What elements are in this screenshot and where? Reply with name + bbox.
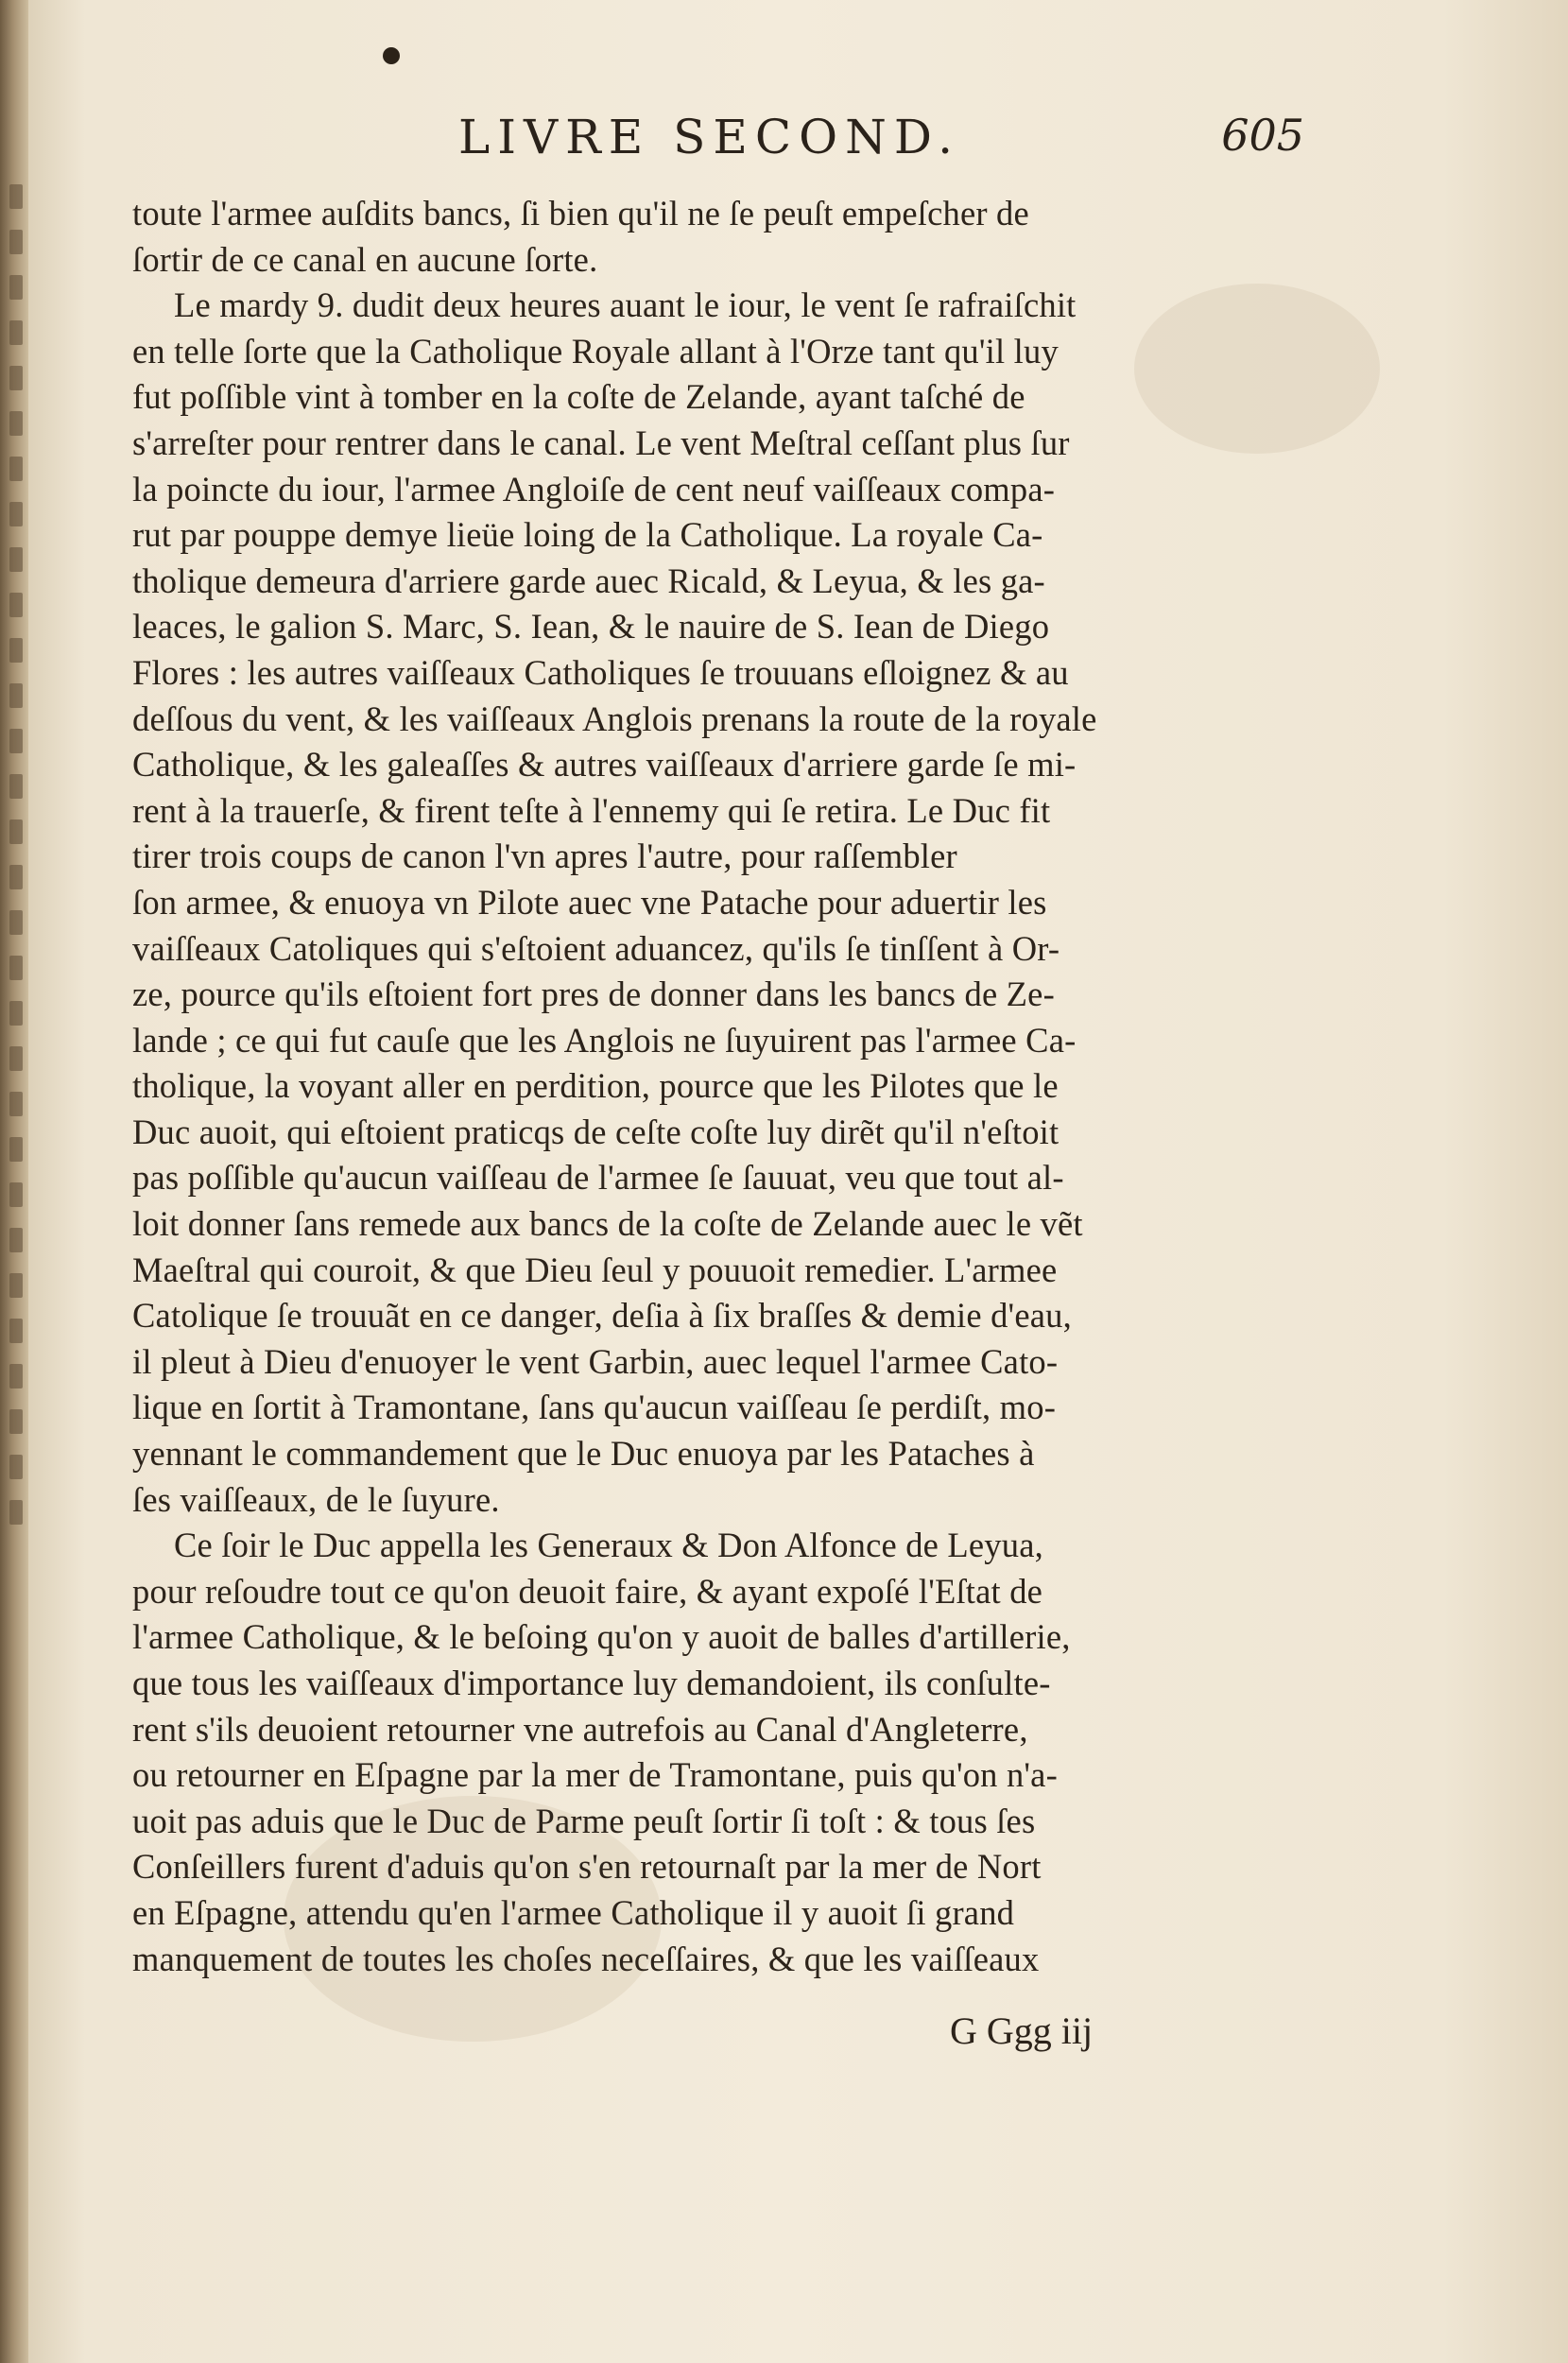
text-line: rent à la trauerſe, & firent teſte à l'ennemy qui ſe retira. Le Duc fit: [132, 790, 1051, 830]
text-line: Le mardy 9. dudit deux heures auant le iour, le vent ſe rafraiſchit: [174, 285, 1077, 325]
text-line: en telle ſorte que la Catholique Royale allant à l'Orze tant qu'il luy: [132, 331, 1059, 371]
text-line: vaiſſeaux Catoliques qui s'eſtoient aduancez, qu'ils ſe tinſſent à Or-: [132, 928, 1060, 968]
text-line: deſſous du vent, & les vaiſſeaux Anglois prenans la route de la royale: [132, 699, 1097, 738]
text-line: manquement de toutes les choſes neceſſaires, & que les vaiſſeaux: [132, 1939, 1040, 1978]
text-line: leaces, le galion S. Marc, S. Iean, & le nauire de S. Iean de Diego: [132, 607, 1050, 647]
text-line: ou retourner en Eſpagne par la mer de Tramontane, puis qu'on n'a-: [132, 1755, 1058, 1795]
text-line: ze, pource qu'ils eſtoient fort pres de donner dans les bancs de Ze-: [132, 975, 1055, 1014]
printer-ornament: [383, 47, 400, 64]
text-line: lande ; ce qui fut cauſe que les Anglois ne ſuyuirent pas l'armee Ca-: [132, 1020, 1077, 1060]
text-line: il pleut à Dieu d'enuoyer le vent Garbin, auec lequel l'armee Cato-: [132, 1341, 1059, 1381]
text-line: ſortir de ce canal en aucune ſorte.: [132, 239, 598, 279]
text-line: Conſeillers furent d'aduis qu'on s'en retournaſt par la mer de Nort: [132, 1847, 1042, 1887]
body-text: [132, 191, 1304, 1982]
text-line: Catholique, & les galeaſſes & autres vaiſſeaux d'arriere garde ſe mi-: [132, 745, 1077, 785]
text-line: Flores : les autres vaiſſeaux Catholiques ſe trouuans eſloignez & au: [132, 652, 1069, 692]
text-line: ſon armee, & enuoya vn Pilote auec vne Patache pour aduertir les: [132, 882, 1047, 922]
text-line: Duc auoit, qui eſtoient praticqs de ceſte coſte luy dirẽt qu'il n'eſtoit: [132, 1112, 1060, 1151]
text-line: Catolique ſe trouuãt en ce danger, deſia à ſix braſſes & demie d'eau,: [132, 1296, 1072, 1336]
text-line: uoit pas aduis que le Duc de Parme peuſt ſortir ſi toſt : & tous ſes: [132, 1801, 1036, 1840]
text-line: tholique, la voyant aller en perdition, pource que les Pilotes que le: [132, 1066, 1059, 1106]
text-line: yennant le commandement que le Duc enuoya par les Pataches à: [132, 1434, 1035, 1474]
text-line: rut par pouppe demye lieüe loing de la Catholique. La royale Ca-: [132, 515, 1043, 555]
text-line: rent s'ils deuoient retourner vne autrefois au Canal d'Angleterre,: [132, 1709, 1028, 1749]
text-line: s'arreſter pour rentrer dans le canal. Le vent Meſtral ceſſant plus ſur: [132, 423, 1070, 462]
text-line: la poincte du iour, l'armee Angloiſe de cent neuf vaiſſeaux compa-: [132, 469, 1056, 509]
text-line: toute l'armee auſdits bancs, ſi bien qu'il ne ſe peuſt empeſcher de: [132, 194, 1029, 233]
text-line: pour reſoudre tout ce qu'on deuoit faire, & ayant expoſé l'Eſtat de: [132, 1571, 1043, 1611]
signature-mark: G Ggg iij: [950, 2009, 1094, 2052]
text-line: Maeſtral qui couroit, & que Dieu ſeul y pouuoit remedier. L'armee: [132, 1250, 1058, 1289]
text-line: tholique demeura d'arriere garde auec Ricald, & Leyua, & les ga-: [132, 561, 1045, 600]
text-line: tirer trois coups de canon l'vn apres l'autre, pour raſſembler: [132, 837, 957, 876]
text-line: Ce ſoir le Duc appella les Generaux & Don Alfonce de Leyua,: [174, 1526, 1043, 1565]
text-line: en Eſpagne, attendu qu'en l'armee Catholique il y auoit ſi grand: [132, 1892, 1015, 1932]
page-number: 605: [1221, 110, 1304, 161]
text-line: pas poſſible qu'aucun vaiſſeau de l'armee ſe ſauuat, veu que tout al-: [132, 1158, 1064, 1198]
text-line: loit donner ſans remede aux bancs de la coſte de Zelande auec le vẽt: [132, 1204, 1083, 1244]
page-header: [113, 104, 1304, 180]
facing-page-margin: [9, 184, 38, 1602]
text-line: ſes vaiſſeaux, de le ſuyure.: [132, 1479, 500, 1519]
text-line: fut poſſible vint à tomber en la coſte de Zelande, ayant taſché de: [132, 377, 1025, 417]
text-line: l'armee Catholique, & le beſoing qu'on y auoit de balles d'artillerie,: [132, 1617, 1071, 1657]
text-line: lique en ſortit à Tramontane, ſans qu'aucun vaiſſeau ſe perdiſt, mo-: [132, 1388, 1057, 1427]
text-line: que tous les vaiſſeaux d'importance luy demandoient, ils conſulte-: [132, 1664, 1051, 1702]
running-title: LIVRE SECOND.: [458, 110, 961, 164]
